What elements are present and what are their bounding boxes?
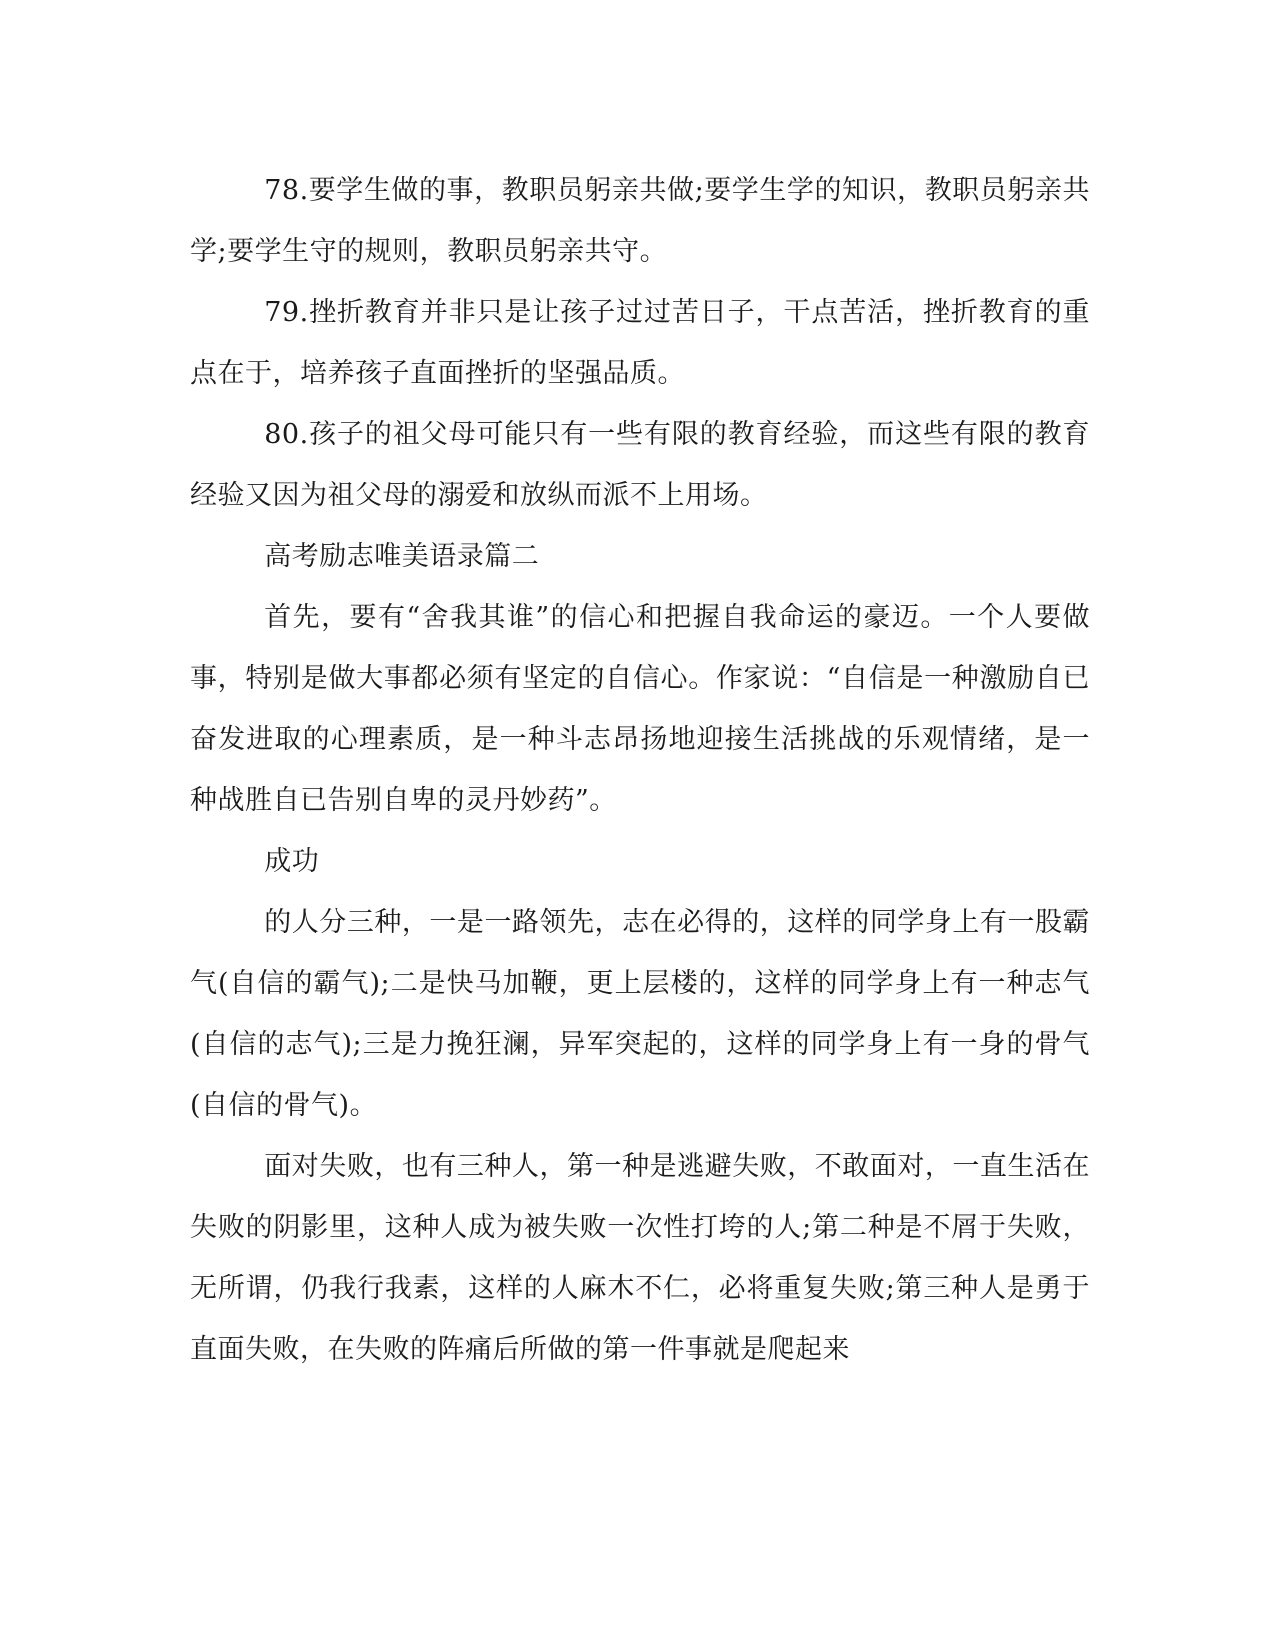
paragraph-79: 79.挫折教育并非只是让孩子过过苦日子，干点苦活，挫折教育的重点在于，培养孩子直面挫折的坚强品质。 [190,297,1090,389]
document-body [190,160,1090,1380]
paragraph-78: 78.要学生做的事，教职员躬亲共做;要学生学的知识，教职员躬亲共学;要学生守的规则，教职员躬亲共守。 [190,175,1090,267]
section-title: 高考励志唯美语录篇二 [264,541,540,572]
paragraph-confidence: 首先，要有“舍我其谁”的信心和把握自我命运的豪迈。一个人要做事，特别是做大事都必须有坚定的自信心。作家说：“自信是一种激励自已奋发进取的心理素质，是一种斗志昂扬地迎接生活挑战的乐观情绪，是一种战胜自已告别自卑的灵丹妙药”。 [190,602,1090,816]
paragraph-three-kinds-success: 的人分三种，一是一路领先，志在必得的，这样的同学身上有一股霸气(自信的霸气);二是快马加鞭，更上层楼的，这样的同学身上有一种志气(自信的志气);三是力挽狂澜，异军突起的，这样的同学身上有一身的骨气(自信的骨气)。 [190,907,1090,1121]
paragraph-80: 80.孩子的祖父母可能只有一些有限的教育经验，而这些有限的教育经验又因为祖父母的溺爱和放纵而派不上用场。 [190,419,1090,511]
paragraph-facing-failure: 面对失败，也有三种人，第一种是逃避失败，不敢面对，一直生活在失败的阴影里，这种人成为被失败一次性打垮的人;第二种是不屑于失败，无所谓，仍我行我素，这样的人麻木不仁，必将重复失败;第三种人是勇于直面失败，在失败的阵痛后所做的第一件事就是爬起来 [190,1151,1090,1365]
paragraph-success-heading: 成功 [264,846,320,877]
